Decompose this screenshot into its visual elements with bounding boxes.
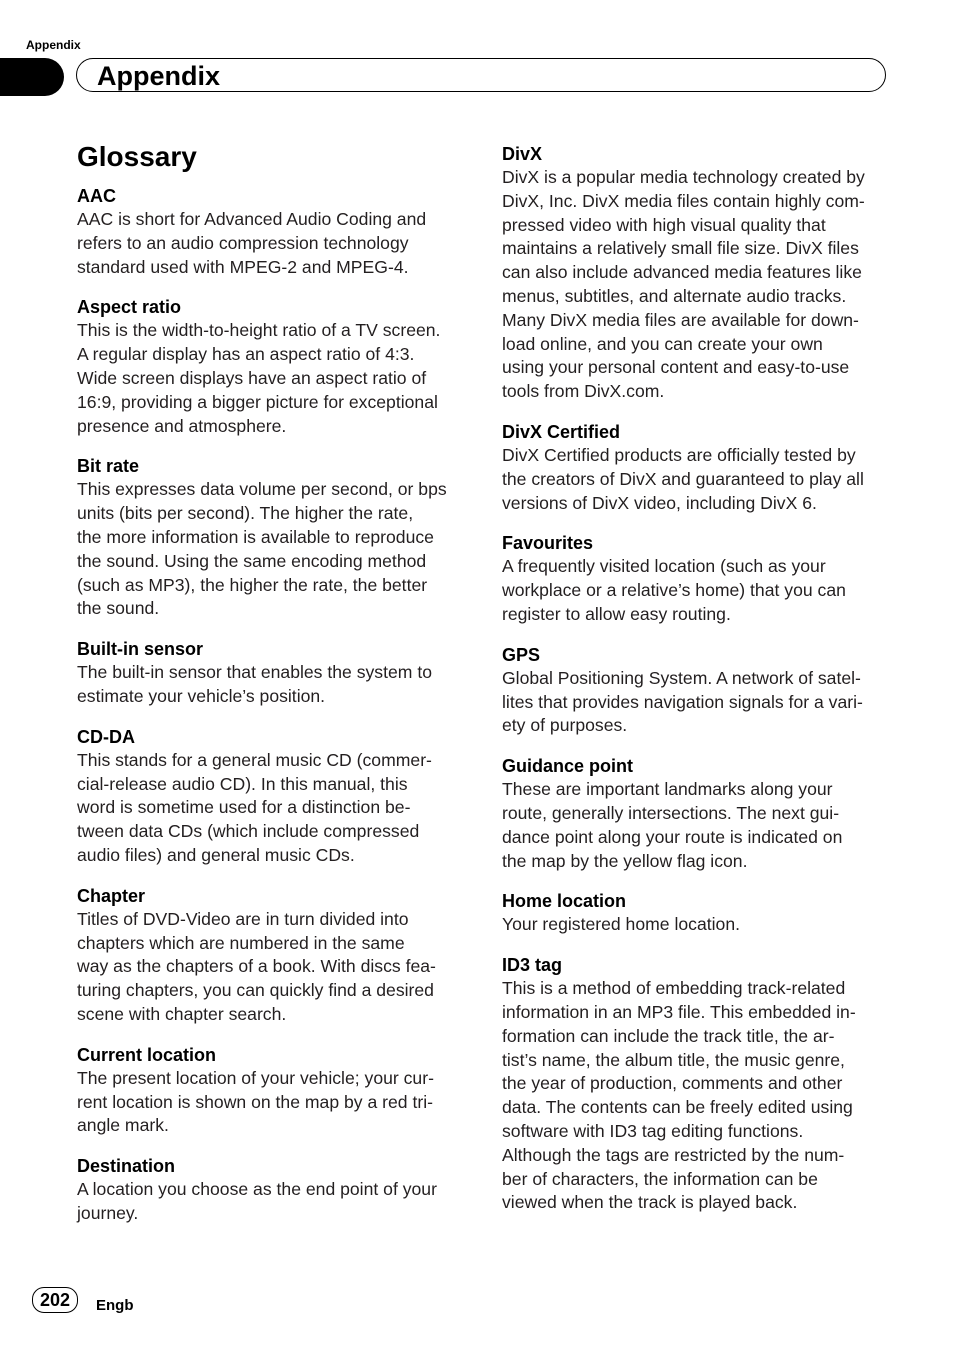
glossary-definition: This is a method of embedding track-related information in an MP3 file. This embedded in- formation can include the track title, the ar- tist’s name, the album title, the music genre, the year of production, comments and other data. The contents can be freely edited using software with ID3 tag editing functions. Although the tags are restricted by the num- ber of characters, the information can be viewed when the track is played back. [502,978,856,1213]
glossary-term: Chapter [77,885,146,906]
glossary-entry [77,1043,469,1138]
page-title: Glossary [77,141,197,172]
glossary-entry [502,420,894,515]
glossary-definition: A location you choose as the end point of your journey. [77,1179,437,1223]
glossary-definition: Global Positioning System. A network of satel- lites that provides navigation signals for a vari- ety of purposes. [502,667,863,736]
glossary-definition: These are important landmarks along your route, generally intersections. The next gui- dance point along your route is indicated on the map by the yellow flag icon. [502,779,843,871]
glossary-entry [502,142,894,404]
right-column [502,142,894,1231]
glossary-entry [77,454,469,621]
glossary-term: DivX Certified [502,421,621,442]
section-tab-marker [0,58,64,96]
glossary-definition: This expresses data volume per second, or bps units (bits per second). The higher the rate, the more information is available to reproduce the sound. Using the same encoding method (such as MP3), the higher the rate, the better the sound. [77,479,447,619]
running-header: Appendix [26,38,81,52]
glossary-term: AAC [77,186,116,206]
glossary-term: Favourites [502,533,594,554]
glossary-term: GPS [502,644,541,665]
glossary-definition: The present location of your vehicle; your cur- rent location is shown on the map by a red tri- angle mark. [77,1067,434,1136]
glossary-term: ID3 tag [502,955,563,976]
glossary-definition: This stands for a general music CD (commer- cial-release audio CD). In this manual, this word is sometime used for a distinction be- tween data CDs (which include compressed audio files) and general music CDs. [77,749,432,865]
page-number: 202 [32,1287,78,1313]
left-column [77,138,469,1242]
glossary-entry [77,295,469,438]
language-code: Engb [96,1297,134,1314]
glossary-term: Built-in sensor [77,639,204,660]
glossary-term: Aspect ratio [77,297,182,318]
glossary-definition: Titles of DVD-Video are in turn divided into chapters which are numbered in the same way as the chapters of a book. With discs fea- turing chapters, you can quickly find a desired scene with chapter search. [77,908,436,1024]
glossary-entry [77,725,469,868]
glossary-entry [77,1154,469,1226]
glossary-definition: This is the width-to-height ratio of a TV screen. A regular display has an aspect ratio of 4:3. Wide screen displays have an aspect ratio of 16:9, providing a bigger picture for exceptional presence and atmosphere. [77,320,441,436]
glossary-definition: DivX Certified products are officially tested by the creators of DivX and guaranteed to play all versions of DivX video, including DivX 6. [502,444,864,513]
section-banner-title: Appendix [97,61,221,91]
glossary-entry [502,953,894,1215]
glossary-definition: Your registered home location. [502,914,740,935]
glossary-term: DivX [502,144,543,164]
glossary-definition: A frequently visited location (such as your workplace or a relative’s home) that you can register to allow easy routing. [502,556,846,624]
glossary-term: Guidance point [502,756,634,777]
glossary-term: Current location [77,1044,217,1065]
glossary-entry [502,754,894,873]
glossary-term: CD-DA [77,726,135,747]
glossary-term: Bit rate [77,456,140,477]
glossary-term: Home location [502,891,627,912]
glossary-entry [77,184,469,279]
glossary-definition: The built-in sensor that enables the system to estimate your vehicle’s position. [77,662,432,706]
section-banner [76,58,886,92]
glossary-term: Destination [77,1156,176,1177]
glossary-entry [77,884,469,1027]
glossary-entry [502,889,894,937]
glossary-entry [502,531,894,626]
glossary-entry [502,643,894,738]
glossary-definition: AAC is short for Advanced Audio Coding and refers to an audio compression technology standard used with MPEG-2 and MPEG-4. [77,209,427,277]
glossary-definition: DivX is a popular media technology created by DivX, Inc. DivX media files contain highly com- pressed video with high visual quality that maintains a relatively small file size. DivX files can also include advanced media features like menus, subtitles, and alternate audio tracks. Many DivX media files are available for down- load online, and you can create your own using your personal content and easy-to-use tools from DivX.com. [502,167,865,402]
glossary-entry [77,637,469,709]
